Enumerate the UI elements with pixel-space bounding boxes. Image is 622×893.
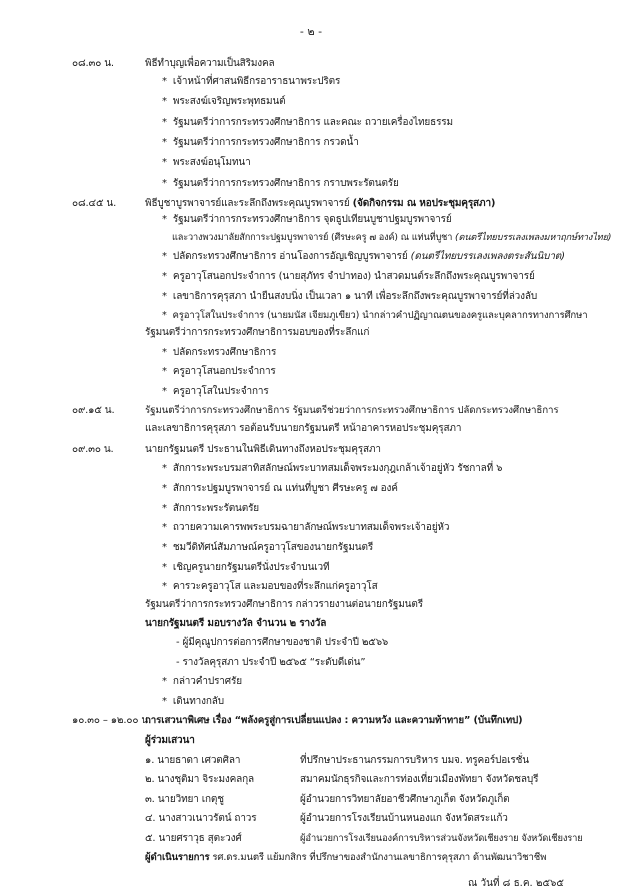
bullet-icon: *: [162, 76, 167, 87]
bullet-icon: *: [162, 214, 167, 225]
page-number: - ๒ -: [299, 25, 323, 38]
list-item: * เลขาธิการคุรุสภา นำยืนสงบนิ่ง เป็นเวลา ๑ นาที เพื่อระลึกถึงพระคุณบูรพาจารย์ที่ล่วงลับ: [162, 291, 538, 302]
list-item: * รัฐมนตรีว่าการกระทรวงศึกษาธิการ และคณะ ถวายเครื่องไทยธรรม: [162, 117, 453, 128]
bullet-icon: *: [162, 503, 167, 514]
list-item: * รัฐมนตรีว่าการกระทรวงศึกษาธิการ จุดธูปเทียนบูชาปฐมบูรพาจารย์: [162, 214, 452, 225]
panelist-name: ๕. นายศราวุธ สุตะวงศ์: [145, 833, 242, 844]
award-item: - ผู้มีคุณูปการต่อการศึกษาของชาติ ประจำปี ๒๕๖๖: [176, 637, 389, 648]
bullet-icon: *: [162, 291, 167, 302]
document-date: ณ วันที่ ๘ ธ.ค. ๒๕๖๕: [468, 878, 564, 889]
bullet-icon: *: [162, 562, 167, 573]
list-item: * เชิญครูนายกรัฐมนตรีนั่งประจำบนเวที: [162, 562, 330, 573]
time-0830: ๐๘.๓๐ น.: [72, 58, 114, 69]
bullet-icon: *: [162, 581, 167, 592]
bullet-icon: *: [162, 271, 167, 282]
list-item: * ชมวีดิทัศน์สัมภาษณ์ครูอาวุโสของนายกรัฐมนตรี: [162, 542, 374, 553]
list-item: * เดินทางกลับ: [162, 696, 224, 707]
forum-title: การเสวนาพิเศษ เรื่อง “พลังครูสู่การเปลี่ยนแปลง : ความหวัง และความท้าทาย” (บันทึกเทป): [145, 715, 523, 726]
list-item: * ปลัดกระทรวงศึกษาธิการ: [162, 347, 277, 358]
bullet-icon: *: [162, 251, 167, 262]
ceremony-title: พิธีบูชาบูรพาจารย์และระลึกถึงพระคุณบูรพาจารย์ (จัดกิจกรรม ณ หอประชุมคุรุสภา): [145, 198, 496, 209]
list-item: * ครูอาวุโสนอกประจำการ: [162, 366, 276, 377]
list-item: * สักการะปฐมบูรพาจารย์ ณ แท่นที่บูชา ศีรษะครู ๗ องค์: [162, 483, 398, 494]
list-item: * กล่าวคำปราศรัย: [162, 676, 242, 687]
panelist-role: ที่ปรึกษาประธานกรรมการบริหาร บมจ. ทรูคอร์ปอเรชั่น: [300, 755, 529, 766]
bullet-icon: *: [162, 483, 167, 494]
panelist-role: ผู้อำนวยการโรงเรียนบ้านหนองแก จังหวัดสระแก้ว: [300, 813, 508, 824]
list-item-cont: และวางพวงมาลัยสักการะปฐมบูรพาจารย์ (ศีรษะครู ๗ องค์) ณ แท่นที่บูชา (ดนตรีไทยบรรเลงเพลงมหาฤกษ์ทางไทย): [172, 232, 612, 243]
panelist-name: ๔. นางสาวเนาวรัตน์ ถาวร: [145, 813, 257, 824]
list-item: * ครูอาวุโสในประจำการ: [162, 386, 269, 397]
bullet-icon: *: [162, 463, 167, 474]
award-heading: นายกรัฐมนตรี มอบรางวัล จำนวน ๒ รางวัล: [145, 618, 327, 629]
bullet-icon: *: [162, 676, 167, 687]
ceremony-title: พิธีทำบุญเพื่อความเป็นสิริมงคล: [145, 58, 275, 69]
time-1030: ๑๐.๓๐ – ๑๒.๐๐ น.: [72, 715, 152, 726]
sub-heading: รัฐมนตรีว่าการกระทรวงศึกษาธิการมอบของที่ระลึกแก่: [145, 327, 370, 338]
bullet-icon: *: [162, 347, 167, 358]
list-item: * พระสงฆ์เจริญพระพุทธมนต์: [162, 96, 286, 107]
bullet-icon: *: [162, 117, 167, 128]
time-0915: ๐๙.๑๕ น.: [72, 405, 115, 416]
bullet-icon: *: [162, 696, 167, 707]
list-item: * ปลัดกระทรวงศึกษาธิการ อ่านโองการอัญเชิญบูรพาจารย์ (ดนตรีไทยบรรเลงเพลงตระสันนิบาต): [162, 251, 565, 262]
bullet-icon: *: [162, 310, 167, 321]
list-item: * ครูอาวุโสนอกประจำการ (นายสุภัทร จำปาทอง) นำสวดมนต์ระลึกถึงพระคุณบูรพาจารย์: [162, 271, 535, 282]
ceremony-title: นายกรัฐมนตรี ประธานในพิธีเดินทางถึงหอประชุมคุรุสภา: [145, 444, 381, 455]
list-item: * รัฐมนตรีว่าการกระทรวงศึกษาธิการ กรวดน้ำ: [162, 137, 359, 148]
panelist-role: สมาคมนักธุรกิจและการท่องเที่ยวเมืองพัทยา จังหวัดชลบุรี: [300, 774, 539, 785]
bullet-icon: *: [162, 366, 167, 377]
list-item: * สักการะพระรัตนตรัย: [162, 503, 260, 514]
moderator-line: ผู้ดำเนินรายการ รศ.ดร.มนตรี แย้มกสิกร ที่ปรึกษาของสำนักงานเลขาธิการคุรุสภา ด้านพัฒนาวิชาชีพ: [145, 852, 547, 863]
paragraph-line: และเลขาธิการคุรุสภา รอต้อนรับนายกรัฐมนตรี หน้าอาคารหอประชุมคุรุสภา: [145, 423, 462, 434]
list-item: * รัฐมนตรีว่าการกระทรวงศึกษาธิการ กราบพระรัตนตรัย: [162, 178, 399, 189]
report-line: รัฐมนตรีว่าการกระทรวงศึกษาธิการ กล่าวรายงานต่อนายกรัฐมนตรี: [145, 599, 423, 610]
list-item: * ถวายความเคารพพระบรมฉายาลักษณ์พระบาทสมเด็จพระเจ้าอยู่หัว: [162, 522, 450, 533]
bullet-icon: *: [162, 137, 167, 148]
award-item: - รางวัลคุรุสภา ประจำปี ๒๕๖๕ “ระดับดีเด่น”: [176, 657, 366, 668]
bullet-icon: *: [162, 542, 167, 553]
time-0845: ๐๘.๔๕ น.: [72, 198, 117, 209]
panelist-role: ผู้อำนวยการวิทยาลัยอาชีวศึกษาภูเก็ต จังหวัดภูเก็ต: [300, 794, 510, 805]
list-item: * สักการะพระบรมสาทิสลักษณ์พระบาทสมเด็จพระมงกุฎเกล้าเจ้าอยู่หัว รัชกาลที่ ๖: [162, 463, 503, 474]
list-item: * คารวะครูอาวุโส และมอบของที่ระลึกแก่ครูอาวุโส: [162, 581, 378, 592]
bullet-icon: *: [162, 522, 167, 533]
bullet-icon: *: [162, 157, 167, 168]
time-0930: ๐๙.๓๐ น.: [72, 444, 114, 455]
list-item: * ครูอาวุโสในประจำการ (นายมนัส เจียมภูเขียว) นำกล่าวคำปฏิญาณตนของครูและบุคลากรทางการศึกษา: [162, 310, 588, 321]
list-item: * เจ้าหน้าที่ศาสนพิธีกรอาราธนาพระปริตร: [162, 76, 341, 87]
bullet-icon: *: [162, 386, 167, 397]
panelist-name: ๓. นายวิทยา เกตุชู: [145, 794, 224, 805]
panelist-role: ผู้อำนวยการโรงเรียนองค์การบริหารส่วนจังหวัดเชียงราย จังหวัดเชียงราย: [300, 833, 583, 844]
paragraph-line: รัฐมนตรีว่าการกระทรวงศึกษาธิการ รัฐมนตรีช่วยว่าการกระทรวงศึกษาธิการ ปลัดกระทรวงศึกษาธิการ: [145, 405, 559, 416]
bullet-icon: *: [162, 178, 167, 189]
panel-heading: ผู้ร่วมเสวนา: [145, 735, 195, 746]
list-item: * พระสงฆ์อนุโมทนา: [162, 157, 251, 168]
panelist-name: ๒. นางชุติมา จิระมงคลกุล: [145, 774, 255, 785]
bullet-icon: *: [162, 96, 167, 107]
panelist-name: ๑. นายธาดา เศวตศิลา: [145, 755, 241, 766]
